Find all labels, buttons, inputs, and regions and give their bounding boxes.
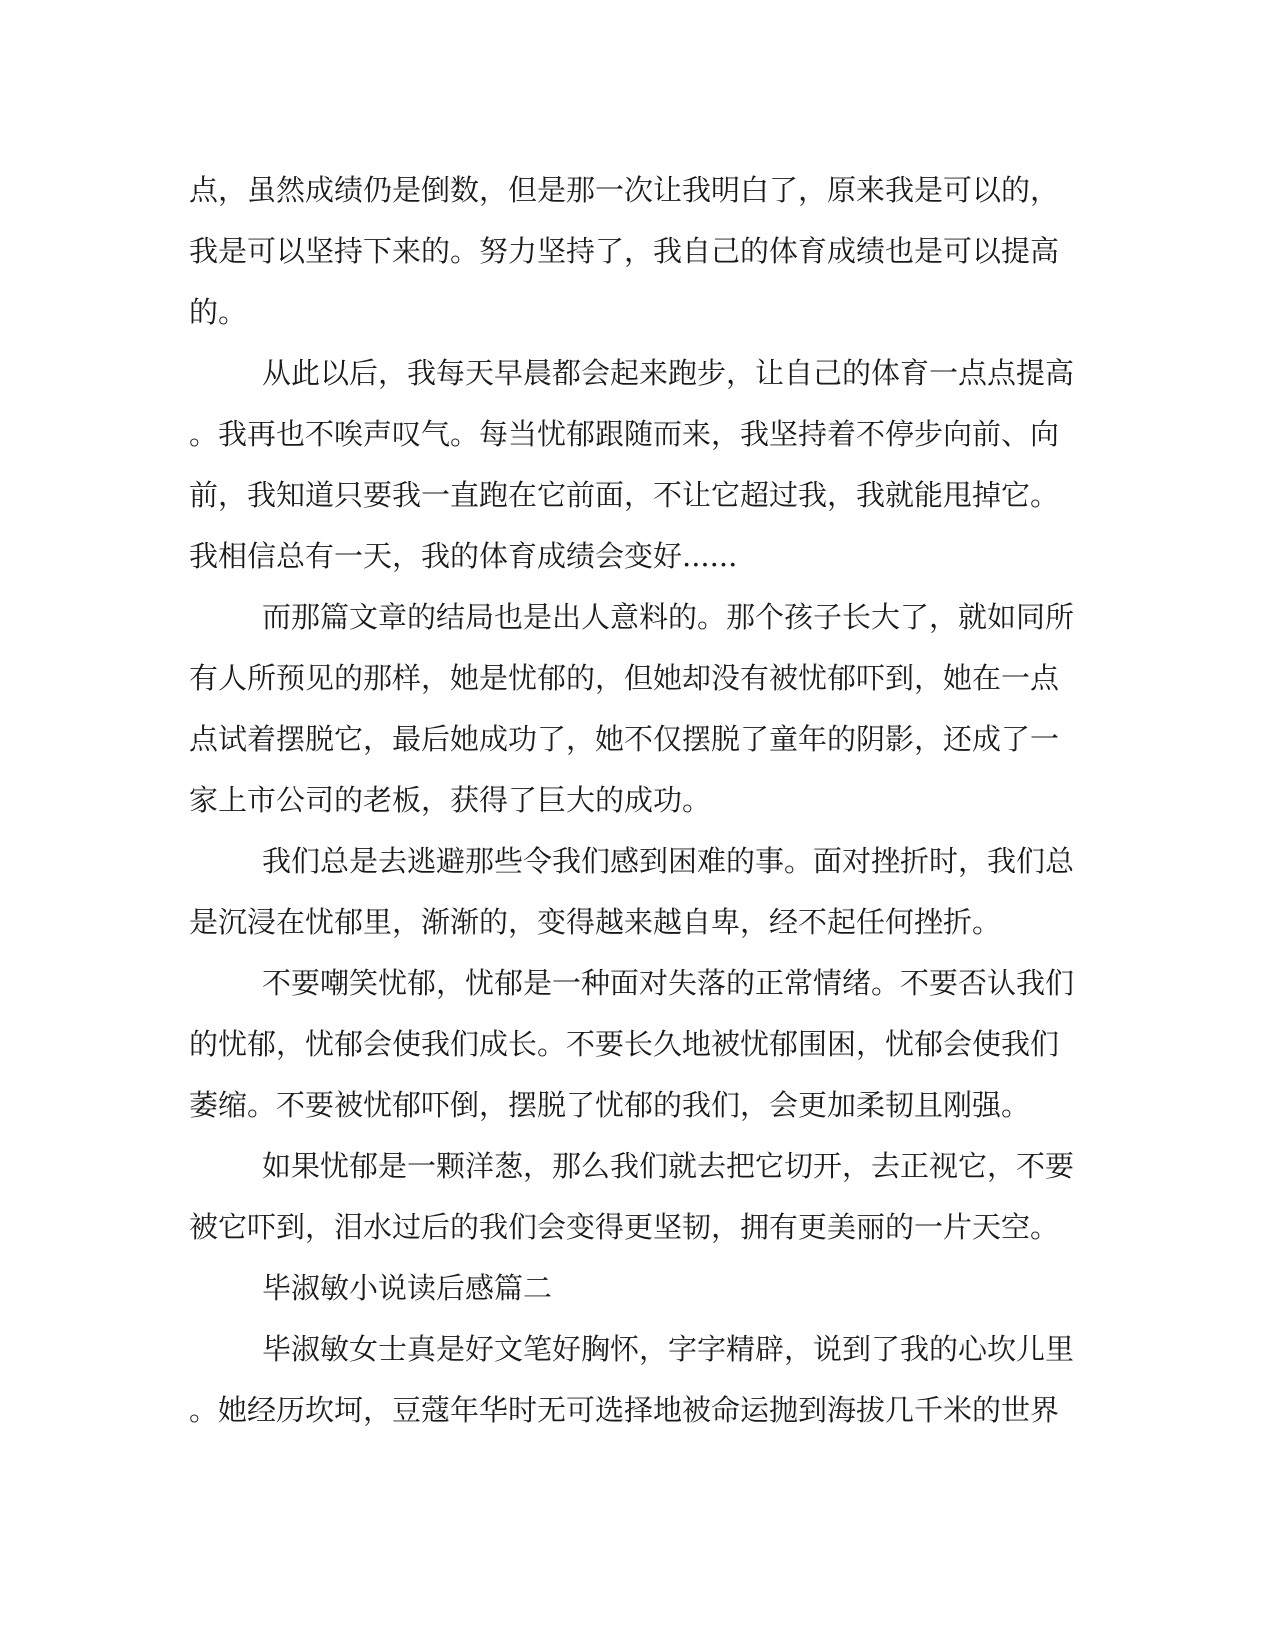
paragraph-first-line: 从此以后，我每天早晨都会起来跑步，让自己的体育一点点提高 (262, 356, 1075, 390)
paragraph-first-line: 毕淑敏小说读后感篇二 (262, 1271, 553, 1305)
paragraph-first-line: 不要嘲笑忧郁，忧郁是一种面对失落的正常情绪。不要否认我们 (262, 966, 1075, 1000)
text-line: 是沉浸在忧郁里，渐渐的，变得越来越自卑，经不起任何挫折。 (189, 905, 1002, 939)
text-line: 我相信总有一天，我的体育成绩会变好...... (189, 539, 738, 573)
body-text (189, 160, 1089, 1441)
text-line: 前，我知道只要我一直跑在它前面，不让它超过我，我就能甩掉它。 (189, 478, 1060, 512)
text-line: 点，虽然成绩仍是倒数，但是那一次让我明白了，原来我是可以的， (189, 173, 1060, 207)
text-line: 有人所预见的那样，她是忧郁的，但她却没有被忧郁吓到，她在一点 (189, 661, 1060, 695)
text-line: 的忧郁，忧郁会使我们成长。不要长久地被忧郁围困，忧郁会使我们 (189, 1027, 1060, 1061)
paragraph-first-line: 我们总是去逃避那些令我们感到困难的事。面对挫折时，我们总 (262, 844, 1075, 878)
paragraph-first-line: 毕淑敏女士真是好文笔好胸怀，字字精辟，说到了我的心坎儿里 (262, 1332, 1075, 1366)
text-line: 萎缩。不要被忧郁吓倒，摆脱了忧郁的我们，会更加柔韧且刚强。 (189, 1088, 1031, 1122)
text-line: 家上市公司的老板，获得了巨大的成功。 (189, 783, 712, 817)
text-line: 。我再也不唉声叹气。每当忧郁跟随而来，我坚持着不停步向前、向 (189, 417, 1060, 451)
text-line: 。她经历坎坷，豆蔻年华时无可选择地被命运抛到海拔几千米的世界 (189, 1393, 1060, 1427)
text-line: 点试着摆脱它，最后她成功了，她不仅摆脱了童年的阴影，还成了一 (189, 722, 1060, 756)
text-line: 被它吓到，泪水过后的我们会变得更坚韧，拥有更美丽的一片天空。 (189, 1210, 1060, 1244)
paragraph-first-line: 如果忧郁是一颗洋葱，那么我们就去把它切开，去正视它，不要 (262, 1149, 1075, 1183)
paragraph-first-line: 而那篇文章的结局也是出人意料的。那个孩子长大了，就如同所 (262, 600, 1075, 634)
text-line: 我是可以坚持下来的。努力坚持了，我自己的体育成绩也是可以提高 (189, 234, 1060, 268)
text-line: 的。 (189, 295, 248, 329)
